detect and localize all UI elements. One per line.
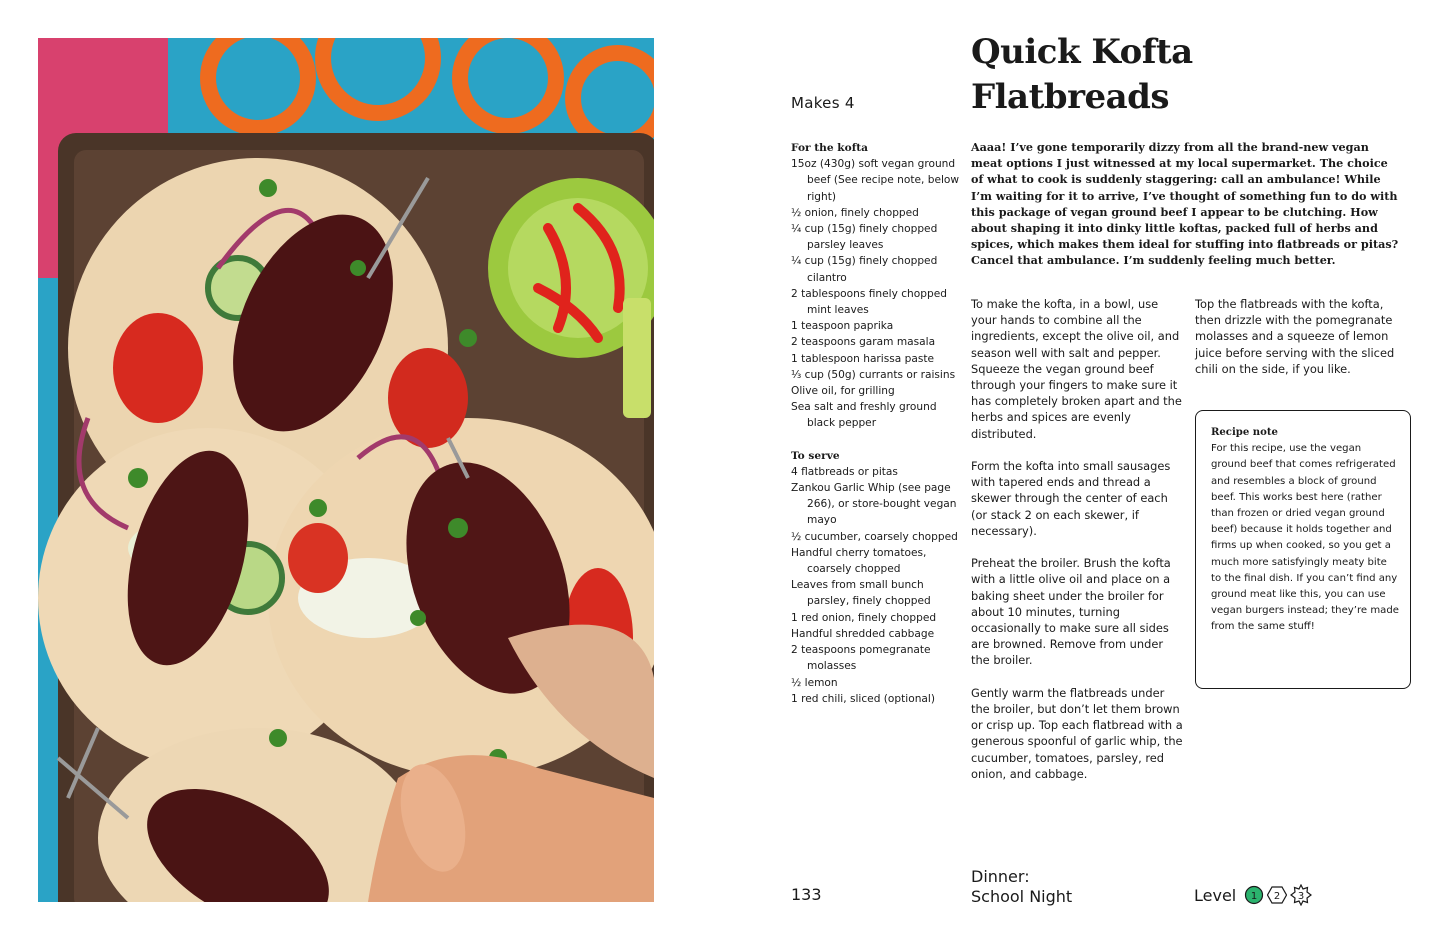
method-step: Top the flatbreads with the kofta, then drizzle with the pomegranate molasses and a squeeze of lemon juice before serving with the sliced chili on the side, if you like. [1195, 297, 1395, 376]
ingredient-item: 1 tablespoon harissa paste [791, 352, 935, 365]
recipe-title [971, 30, 1411, 120]
ingredient-item: 2 teaspoons pomegranate molasses [791, 644, 931, 673]
category-line-1: Dinner: [971, 867, 1030, 886]
ingredient-item: 4 flatbreads or pitas [791, 465, 898, 478]
level-3-star-icon [1290, 884, 1312, 906]
ingredient-item: 1 teaspoon paprika [791, 320, 894, 333]
ingredient-item: ¼ cup (15g) finely chopped parsley leaves [791, 223, 938, 252]
kofta-heading: For the kofta [791, 142, 869, 154]
ingredient-item: Leaves from small bunch parsley, finely chopped [791, 579, 931, 608]
ingredient-item: 1 red onion, finely chopped [791, 611, 937, 624]
method-step: Gently warm the flatbreads under the broiler, but don’t let them brown or crisp up. Top each flatbread with a generous spoonful of garlic whip, the cucumber, tomatoes, parsley, red onion, and cabbage. [971, 685, 1183, 781]
recipe-category [971, 867, 1111, 907]
recipe-yield: Makes 4 [791, 94, 855, 112]
food-photo [38, 38, 654, 902]
level-label: Level [1194, 885, 1237, 905]
level-1-circle-icon [1244, 885, 1264, 905]
ingredient-item: 15oz (430g) soft vegan ground beef (See recipe note, below right) [791, 158, 960, 203]
method-column-1 [971, 296, 1183, 798]
ingredient-item: Sea salt and freshly ground black pepper [791, 401, 937, 430]
ingredient-item: 2 tablespoons finely chopped mint leaves [791, 287, 947, 317]
ingredient-item: 2 teaspoons garam masala [791, 336, 936, 349]
ingredient-item: ½ cucumber, coarsely chopped [791, 530, 958, 543]
method-step: Form the kofta into small sausages with tapered ends and thread a skewer through the center of each (or stack 2 on each skewer, if necessary). [971, 459, 1171, 538]
method-step: To make the kofta, in a bowl, use your hands to combine all the ingredients, except the olive oil, and season well with salt and pepper. Squeeze the vegan ground beef through your fingers to make sure it has completely broken apart and the herbs and spices are evenly distributed. [971, 297, 1182, 441]
title-line-2: Flatbreads [971, 77, 1170, 117]
ingredient-item: 1 red chili, sliced (optional) [791, 692, 935, 705]
category-line-2: School Night [971, 887, 1073, 906]
recipe-note-body: For this recipe, use the vegan ground beef that comes refrigerated and resembles a block of ground beef. This works best here (rather than frozen or dried vegan ground beef) because it holds together and firms up when cooked, so you get a much more satisfyingly meaty bite to the final dish. If you can’t find any ground meat like this, you can use vegan burgers instead; they’re made from the same stuff! [1211, 443, 1399, 633]
title-line-1: Quick Kofta [971, 32, 1193, 72]
kofta-ingredient-list [791, 156, 961, 431]
kofta-flatbread-illustration [38, 38, 654, 902]
ingredient-item: Zankou Garlic Whip (see page 266), or store-bought vegan mayo [791, 482, 957, 527]
ingredient-item: Handful shredded cabbage [791, 627, 935, 640]
recipe-note-title: Recipe note [1211, 427, 1278, 438]
ingredient-item: ½ lemon [791, 676, 838, 689]
ingredients-column [791, 140, 961, 723]
ingredient-item: Olive oil, for grilling [791, 385, 895, 398]
level-indicator [1244, 884, 1312, 906]
level-3-number: 3 [1298, 891, 1305, 902]
ingredient-item: ⅓ cup (50g) currants or raisins [791, 368, 956, 381]
recipe-intro: Aaaa! I’ve gone temporarily dizzy from all the brand-new vegan meat options I just witnessed at my local supermarket. The choice of what to cook is suddenly staggering: call an ambulance! While I’m waiting for it to arrive, I’ve thought of something fun to do with this package of vegan ground beef I appear to be clutching. How about shaping it into dinky little koftas, packed full of herbs and spices, which makes them ideal for stuffing into flatbreads or pitas? Cancel that ambulance. I’m suddenly feeling much better. [971, 140, 1399, 268]
page-number: 133 [791, 885, 822, 904]
level-2-number: 2 [1274, 891, 1281, 902]
method-step: Preheat the broiler. Brush the kofta with a little olive oil and place on a baking sheet under the broiler for about 10 minutes, turning occasionally to make sure all sides are browned. Remove from under the broiler. [971, 556, 1171, 668]
serve-ingredient-list [791, 464, 961, 707]
level-1-number: 1 [1251, 891, 1258, 902]
level-2-hexagon-icon [1267, 885, 1287, 905]
ingredient-item: Handful cherry tomatoes, coarsely chopped [791, 546, 927, 576]
recipe-note-box [1195, 410, 1411, 689]
ingredient-item: ½ onion, finely chopped [791, 206, 919, 219]
ingredient-item: ¼ cup (15g) finely chopped cilantro [791, 255, 938, 284]
serve-heading: To serve [791, 449, 840, 462]
difficulty-level [1194, 884, 1312, 906]
